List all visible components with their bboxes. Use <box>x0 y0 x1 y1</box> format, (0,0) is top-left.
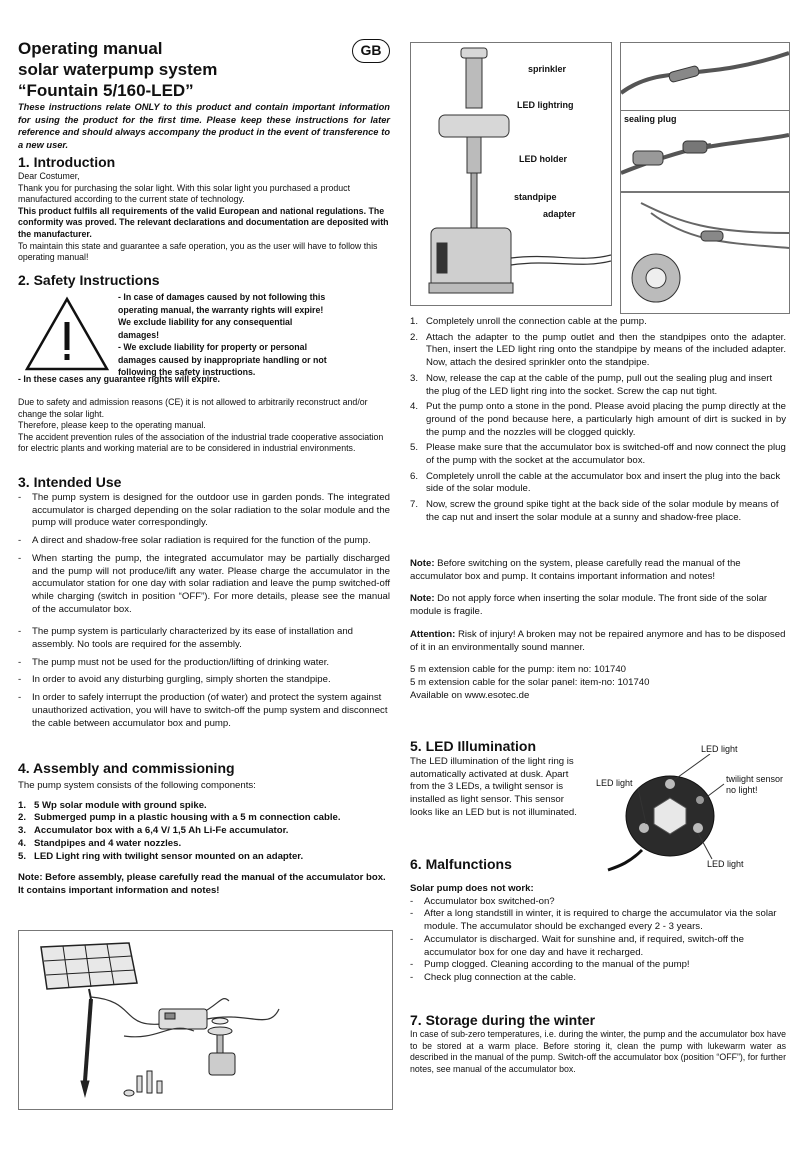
label-standpipe: standpipe <box>514 192 557 202</box>
section-introduction <box>18 154 390 264</box>
assembly-lead: The pump system consists of the following components: <box>18 780 256 791</box>
section-malfunctions <box>410 856 786 985</box>
list-item <box>18 851 390 864</box>
intro-conformity: This product fulfils all requirements of the valid European and national regulations. The conformity was proved. The relevant declarations and documentation are deposited with the manufacturer. <box>18 205 389 239</box>
label-adapter: adapter <box>543 209 576 219</box>
intro-thanks: Thank you for purchasing the solar light. With this solar light you purchased a product manufactured according to the current state of technology. <box>18 182 351 205</box>
list-item: - The pump system is particularly characterized by its ease of installation and assembly. No tools are required for the assembly. <box>18 626 390 651</box>
list-item: - Accumulator box switched-on? <box>410 896 786 909</box>
step-number: 2. <box>410 331 419 343</box>
list-item: - Pump clogged. Cleaning according to the manual of the pump! <box>410 959 786 972</box>
intro-greeting: Dear Costumer, <box>18 171 80 181</box>
label-sealing-plug: sealing plug <box>624 114 677 124</box>
title-line-2: solar waterpump system <box>18 60 218 79</box>
twilight-sensor-label: twilight sensor no light! <box>726 774 784 795</box>
accumulator-box-icon <box>159 1009 207 1029</box>
solar-panel-icon <box>41 943 137 1096</box>
note-text: Do not apply force when inserting the solar module. The front side of the solar module is fragile. <box>410 593 768 618</box>
availability-link[interactable]: Available on www.esotec.de <box>410 689 530 701</box>
step-text: Now, release the cap at the cable of the pump, pull out the sealing plug and insert the plug of the LED light ring into the socket. Screw the cap nut tight. <box>426 372 773 397</box>
safety-ce: Due to safety and admission reasons (CE) it is not allowed to arbitrarily reconstruct and/or change the solar light. <box>18 397 368 419</box>
label-led-lightring: LED lightring <box>517 100 574 110</box>
title-line-1: Operating manual <box>18 39 163 58</box>
safety-keep-manual: Therefore, please keep to the operating manual. <box>18 420 206 431</box>
manual-title <box>18 38 348 101</box>
pump-figure <box>410 42 612 306</box>
note-2 <box>410 593 786 618</box>
note-text: Risk of injury! A broken may not be repaired anymore and has to be disposed of it in an environmentally sound manner. <box>410 628 786 653</box>
led-label-top: LED light <box>701 744 738 754</box>
note-label: Attention: <box>410 628 456 640</box>
step-text: Now, screw the ground spike tight at the back side of the solar module by means of the cap nut and insert the solar module at a sunny and shadow-free place. <box>426 499 779 523</box>
attention-note <box>410 629 786 654</box>
section-led <box>410 738 586 820</box>
storage-heading: 7. Storage during the winter <box>410 1012 596 1028</box>
list-item <box>410 442 786 467</box>
step-text: Please make sure that the accumulator box is switched-off and now connect the plug of the pump with the socket at the accumulator box. <box>426 442 786 467</box>
title-line-3: “Fountain 5/160-LED” <box>18 81 194 100</box>
list-item <box>18 800 390 813</box>
pump-icon <box>208 1018 235 1075</box>
malfunctions-heading: 6. Malfunctions <box>410 856 512 872</box>
step-text: Put the pump onto a stone in the pond. Please avoid placing the pump directly at the ground of the pond because here, a particularly high amount of dirt is sucked in by the pump and the nozzles will be clogged quickly. <box>426 401 786 438</box>
item-number: 1. <box>18 799 27 811</box>
list-item: - When starting the pump, the integrated accumulator may be partially discharged and the pump will not produce/lift any water. Please charge the accumulator in the accumulator station for one day with solar radiation and leave the pump switched-off while charging (switch in position “OFF”). For more details, please see the manual of the accumulator box. <box>18 553 390 617</box>
list-item <box>18 838 390 851</box>
section-assembly <box>18 760 390 898</box>
step-text: Completely unroll the connection cable at the pump. <box>426 316 647 327</box>
list-item: - In order to safely interrupt the production (of water) and protect the system against unauthorized activation, you will have to switch-off the pump system and disconnect the cable between accumulator box and pump. <box>18 692 390 730</box>
malfunctions-list <box>410 896 786 985</box>
components-list <box>18 800 390 864</box>
item-text: LED Light ring with twilight sensor mounted on an adapter. <box>34 850 304 862</box>
list-item <box>410 316 786 329</box>
intended-use-heading: 3. Intended Use <box>18 474 122 490</box>
label-led-holder: LED holder <box>519 154 568 164</box>
step-text: Attach the adapter to the pump outlet and then the standpipes onto the adapter. Then, insert the LED light ring onto the standpipe by means of the included adapter. Now, attach the desired sprinkler onto the standpipe. <box>426 331 786 369</box>
malfunctions-subheading: Solar pump does not work: <box>410 883 534 894</box>
list-item <box>410 471 786 496</box>
safety-accident-rules: The accident prevention rules of the association of the industrial trade cooperative association for electric plants and working material are to be considered in industrial environments. <box>18 431 384 454</box>
item-number: 5. <box>18 850 27 862</box>
extension-solar: 5 m extension cable for the solar panel: item-no: 101740 <box>410 676 650 688</box>
list-item <box>410 499 786 524</box>
step-number: 6. <box>410 470 419 482</box>
step-number: 1. <box>410 316 419 327</box>
note-text: Before switching on the system, please carefully read the manual of the accumulator box and pump. It contains important information and notes! <box>410 558 741 582</box>
notes-block <box>410 558 786 702</box>
list-item <box>410 332 786 370</box>
section-intended-use <box>18 474 390 730</box>
safety-warning-3: - In these cases any guarantee rights will expire. <box>18 374 220 384</box>
list-item: - Check plug connection at the cable. <box>410 972 786 985</box>
safety-warning-2: - We exclude liability for property or personal damages caused by inappropriate handling or not following the safety instructions. <box>118 342 327 377</box>
extension-pump: 5 m extension cable for the pump: item no: 101740 <box>410 664 626 676</box>
language-badge: GB <box>352 39 390 63</box>
list-item: - After a long standstill in winter, it is required to charge the accumulator via the solar module. The accumulator should be exchanged every 2 - 3 years. <box>410 908 786 933</box>
item-text: Accumulator box with a 6,4 V/ 1,5 Ah Li-Fe accumulator. <box>34 825 289 837</box>
storage-text: In case of sub-zero temperatures, i.e. during the winter, the pump and the accumulator box have to be stored at a warm place. Before storing it, clean the pump with lukewarm water as described in the manual of the pump. Switch-off the accumulator box (position “OFF”), for further notes, see manual of the accumulator box. <box>410 1029 786 1074</box>
item-text: Submerged pump in a plastic housing with a 5 m connection cable. <box>34 812 341 824</box>
assembly-note: Note: Before assembly, please carefully read the manual of the accumulator box. It contains important information and notes! <box>18 872 386 896</box>
item-number: 3. <box>18 825 27 837</box>
step-number: 4. <box>410 401 419 413</box>
list-item: - In order to avoid any disturbing gurgling, simply shorten the standpipe. <box>18 674 390 687</box>
list-item: - The pump system is designed for the outdoor use in garden ponds. The integrated accumulator is charged depending on the solar radiation to the solar module and the pump will produce water correspondingly. <box>18 492 390 530</box>
note-label: Note: <box>410 593 435 605</box>
nozzles-icon <box>124 1071 162 1096</box>
list-item <box>18 825 390 838</box>
led-text: The LED illumination of the light ring is automatically activated at dusk. Apart from the 3 LEDs, a twilight sensor is installed as light sensor. This sensor looks like an LED but is not illuminated. <box>410 756 577 818</box>
safety-warnings <box>118 291 328 379</box>
assembly-steps <box>410 316 786 525</box>
cable-photo <box>620 42 790 112</box>
assembly-heading: 4. Assembly and commissioning <box>18 760 235 776</box>
section-safety <box>18 272 390 289</box>
note-1 <box>410 558 786 583</box>
list-item <box>18 812 390 825</box>
list-item <box>410 401 786 439</box>
intro-notice: These instructions relate ONLY to this product and contain important information for using the product for the first time. Please keep these instructions for later reference and should always accompany the product in the event of transference to a new user. <box>18 102 390 150</box>
item-number: 2. <box>18 812 27 824</box>
step-text: Completely unroll the cable at the accumulator box and insert the plug into the back side of the solar module. <box>426 470 781 495</box>
list-item <box>410 373 786 398</box>
label-sprinkler: sprinkler <box>528 64 567 74</box>
item-text: 5 Wp solar module with ground spike. <box>34 799 207 811</box>
system-overview-image <box>18 930 393 1110</box>
step-number: 7. <box>410 499 419 511</box>
safety-warning-1: - In case of damages caused by not following this operating manual, the warranty rights will expire! We exclude liability for any consequential damages! <box>118 292 326 340</box>
section-storage <box>410 1012 786 1075</box>
warning-triangle-icon <box>24 296 110 377</box>
list-item: - Accumulator is discharged. Wait for sunshine and, if required, switch-off the accumulator box for one day and have it recharged. <box>410 934 786 959</box>
note-label: Note: <box>410 558 435 569</box>
list-item: - A direct and shadow-free solar radiation is required for the function of the pump. <box>18 535 390 548</box>
item-text: Standpipes and 4 water nozzles. <box>34 837 182 849</box>
led-label-left: LED light <box>596 778 633 788</box>
led-label-bottom: LED light <box>707 859 744 869</box>
intro-maintain: To maintain this state and guarantee a safe operation, you as the user will have to follow this operating manual! <box>18 240 378 263</box>
step-number: 3. <box>410 372 419 384</box>
intended-use-list <box>18 492 390 730</box>
item-number: 4. <box>18 837 27 849</box>
pump-assembly-icon <box>429 48 513 293</box>
list-item: - The pump must not be used for the production/lifting of drinking water. <box>18 657 390 670</box>
safety-heading: 2. Safety Instructions <box>18 272 160 288</box>
led-heading: 5. LED Illumination <box>410 738 537 754</box>
step-number: 5. <box>410 442 419 454</box>
safety-paragraphs <box>18 397 390 455</box>
led-ring-cable-photo <box>620 192 790 314</box>
introduction-heading: 1. Introduction <box>18 154 116 170</box>
